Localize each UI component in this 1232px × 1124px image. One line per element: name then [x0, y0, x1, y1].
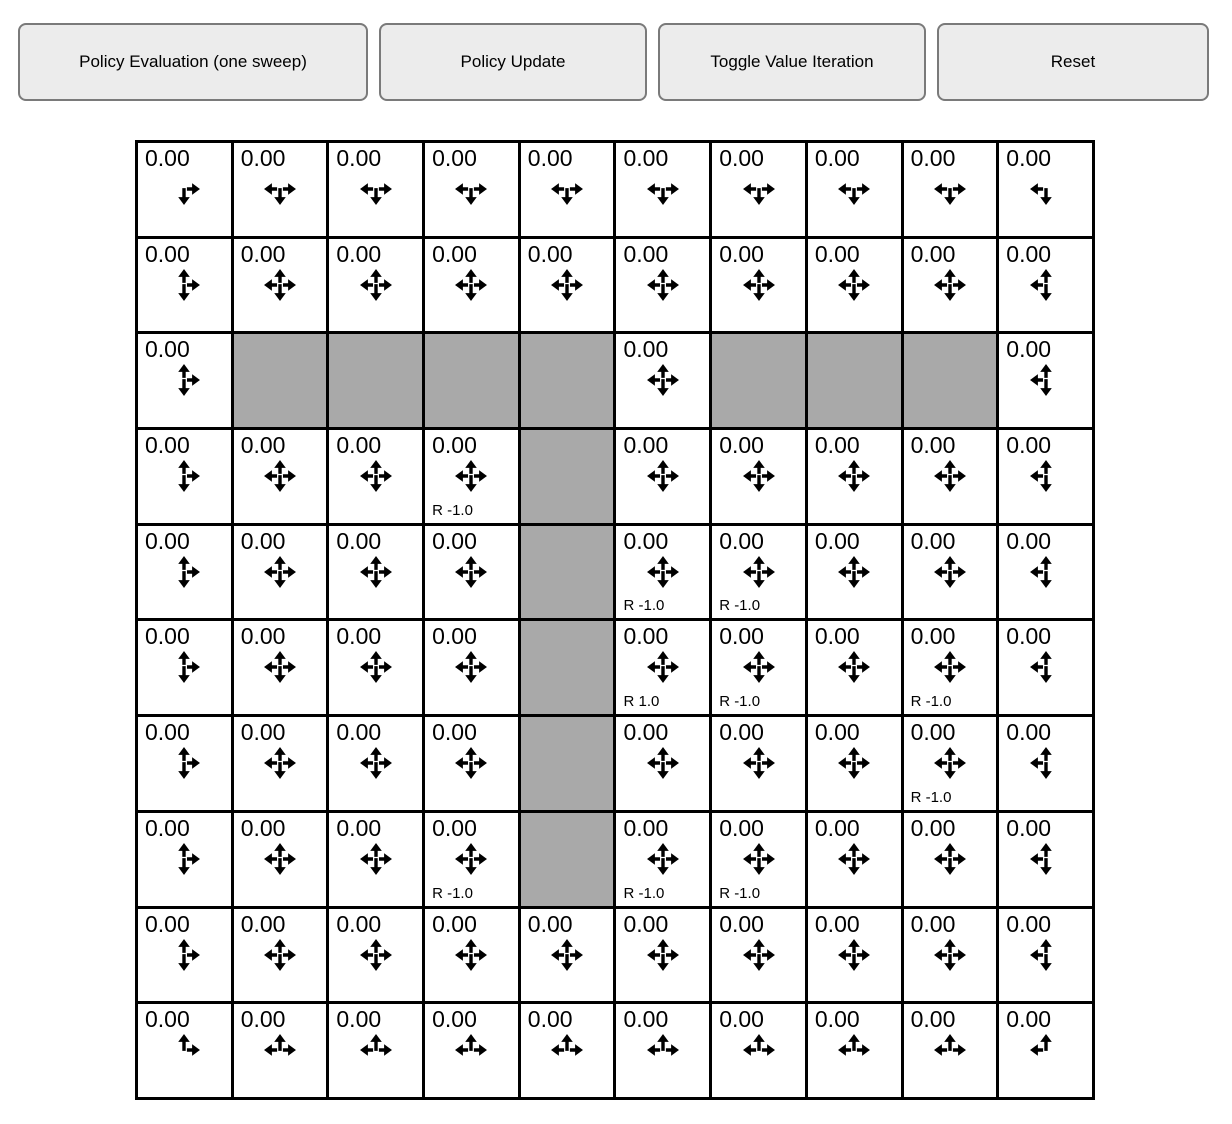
grid-cell[interactable]	[904, 813, 997, 906]
state-value: 0.00	[1006, 240, 1052, 267]
grid-cell[interactable]	[425, 143, 518, 236]
state-value: 0.00	[336, 719, 382, 746]
state-value: 0.00	[814, 910, 860, 937]
policy-arrows-icon	[834, 552, 874, 592]
wall-cell[interactable]	[521, 717, 614, 810]
grid-cell[interactable]	[808, 1004, 901, 1097]
grid-cell[interactable]	[329, 909, 422, 1002]
state-value: 0.00	[719, 145, 764, 171]
state-value: 0.00	[910, 1006, 956, 1033]
reward-label: R -1.0	[623, 597, 665, 615]
state-value: 0.00	[432, 145, 477, 171]
wall-cell[interactable]	[521, 430, 614, 523]
state-value: 0.00	[719, 527, 764, 554]
reward-label: R -1.0	[719, 884, 761, 902]
policy-arrows-icon	[547, 265, 587, 305]
state-value: 0.00	[1006, 336, 1052, 363]
state-value: 0.00	[719, 910, 764, 937]
policy-arrows-icon	[643, 935, 683, 975]
state-value: 0.00	[1006, 910, 1052, 937]
state-value: 0.00	[145, 336, 190, 363]
state-value: 0.00	[623, 145, 669, 171]
state-value: 0.00	[910, 240, 956, 267]
policy-arrows-icon	[930, 935, 970, 975]
policy-arrows-icon	[834, 1030, 874, 1070]
state-value: 0.00	[240, 432, 286, 459]
grid-cell[interactable]	[712, 239, 805, 332]
policy-arrows-icon	[356, 265, 396, 305]
grid-cell[interactable]	[138, 526, 231, 619]
policy-arrows-icon	[834, 647, 874, 687]
grid-cell[interactable]	[616, 526, 709, 619]
grid-cell[interactable]	[808, 143, 901, 236]
state-value: 0.00	[719, 1006, 764, 1033]
grid-cell[interactable]	[329, 621, 422, 714]
grid-cell[interactable]	[234, 430, 327, 523]
grid-cell[interactable]	[138, 909, 231, 1002]
state-value: 0.00	[145, 432, 190, 459]
grid-cell[interactable]	[904, 526, 997, 619]
policy-arrows-icon	[356, 839, 396, 879]
grid-cell[interactable]	[999, 334, 1092, 427]
policy-arrows-icon	[643, 647, 683, 687]
state-value: 0.00	[145, 1006, 190, 1033]
policy-arrows-icon	[1026, 743, 1066, 783]
grid-cell[interactable]	[616, 430, 709, 523]
policy-arrows-icon	[1026, 265, 1066, 305]
state-value: 0.00	[719, 432, 764, 459]
state-value: 0.00	[719, 719, 764, 746]
policy-arrows-icon	[739, 647, 779, 687]
state-value: 0.00	[527, 240, 573, 267]
grid-cell[interactable]	[234, 143, 327, 236]
policy-arrows-icon	[834, 456, 874, 496]
reward-label: R -1.0	[910, 693, 952, 711]
grid-cell[interactable]	[616, 239, 709, 332]
state-value: 0.00	[910, 623, 956, 650]
wall-cell[interactable]	[521, 334, 614, 427]
state-value: 0.00	[910, 719, 956, 746]
state-value: 0.00	[814, 623, 860, 650]
grid-cell[interactable]	[234, 909, 327, 1002]
grid-cell[interactable]	[616, 1004, 709, 1097]
policy-arrows-icon	[260, 552, 300, 592]
grid-cell[interactable]	[425, 430, 518, 523]
policy-arrows-icon	[164, 935, 204, 975]
policy-arrows-icon	[164, 360, 204, 400]
state-value: 0.00	[240, 145, 286, 171]
grid-cell[interactable]	[808, 430, 901, 523]
policy-arrows-icon	[356, 935, 396, 975]
grid-cell[interactable]	[808, 239, 901, 332]
policy-arrows-icon	[451, 647, 491, 687]
state-value: 0.00	[623, 910, 669, 937]
policy-arrows-icon	[451, 456, 491, 496]
state-value: 0.00	[910, 910, 956, 937]
policy-arrows-icon	[834, 743, 874, 783]
grid-cell[interactable]	[138, 717, 231, 810]
state-value: 0.00	[1006, 145, 1052, 171]
state-value: 0.00	[240, 1006, 286, 1033]
state-value: 0.00	[432, 527, 477, 554]
state-value: 0.00	[814, 145, 860, 171]
grid-cell[interactable]	[234, 239, 327, 332]
grid-cell[interactable]	[999, 909, 1092, 1002]
policy-arrows-icon	[739, 935, 779, 975]
wall-cell[interactable]	[521, 621, 614, 714]
policy-arrows-icon	[356, 552, 396, 592]
state-value: 0.00	[432, 240, 477, 267]
reward-label: R -1.0	[623, 884, 665, 902]
wall-cell[interactable]	[425, 334, 518, 427]
state-value: 0.00	[814, 240, 860, 267]
state-value: 0.00	[432, 1006, 477, 1033]
policy-arrows-icon	[643, 1030, 683, 1070]
state-value: 0.00	[240, 719, 286, 746]
policy-arrows-icon	[164, 1030, 204, 1070]
state-value: 0.00	[719, 814, 764, 841]
state-value: 0.00	[623, 240, 669, 267]
policy-arrows-icon	[834, 935, 874, 975]
policy-arrows-icon	[1026, 647, 1066, 687]
policy-arrows-icon	[260, 935, 300, 975]
state-value: 0.00	[336, 145, 382, 171]
grid-cell[interactable]	[138, 334, 231, 427]
policy-arrows-icon	[930, 265, 970, 305]
state-value: 0.00	[145, 910, 190, 937]
grid-cell[interactable]	[138, 1004, 231, 1097]
policy-arrows-icon	[930, 552, 970, 592]
policy-arrows-icon	[1026, 935, 1066, 975]
state-value: 0.00	[432, 719, 477, 746]
grid-cell[interactable]	[425, 909, 518, 1002]
policy-arrows-icon	[930, 169, 970, 209]
reset-button[interactable]: Reset	[937, 23, 1209, 101]
wall-cell[interactable]	[712, 334, 805, 427]
wall-cell[interactable]	[521, 526, 614, 619]
policy-arrows-icon	[739, 1030, 779, 1070]
policy-arrows-icon	[451, 1030, 491, 1070]
grid-cell[interactable]	[904, 621, 997, 714]
grid-cell[interactable]	[138, 621, 231, 714]
grid-cell[interactable]	[999, 430, 1092, 523]
policy-arrows-icon	[164, 169, 204, 209]
state-value: 0.00	[814, 432, 860, 459]
reward-label: R -1.0	[719, 693, 761, 711]
grid-cell[interactable]	[138, 239, 231, 332]
policy-arrows-icon	[260, 456, 300, 496]
grid-cell[interactable]	[808, 526, 901, 619]
grid-cell[interactable]	[329, 143, 422, 236]
state-value: 0.00	[623, 719, 669, 746]
state-value: 0.00	[910, 432, 956, 459]
state-value: 0.00	[432, 623, 477, 650]
policy-arrows-icon	[739, 169, 779, 209]
policy-arrows-icon	[739, 839, 779, 879]
state-value: 0.00	[145, 527, 190, 554]
grid-cell[interactable]	[904, 239, 997, 332]
grid-cell[interactable]	[425, 717, 518, 810]
policy-arrows-icon	[451, 839, 491, 879]
policy-arrows-icon	[930, 456, 970, 496]
grid-cell[interactable]	[616, 717, 709, 810]
state-value: 0.00	[623, 1006, 669, 1033]
grid-cell[interactable]	[999, 239, 1092, 332]
grid-cell[interactable]	[808, 813, 901, 906]
policy-arrows-icon	[930, 647, 970, 687]
grid-cell[interactable]	[616, 813, 709, 906]
grid-cell[interactable]	[808, 909, 901, 1002]
policy-arrows-icon	[547, 1030, 587, 1070]
policy-arrows-icon	[547, 169, 587, 209]
state-value: 0.00	[432, 432, 477, 459]
state-value: 0.00	[527, 910, 573, 937]
policy-arrows-icon	[930, 1030, 970, 1070]
grid-cell[interactable]	[329, 239, 422, 332]
policy-arrows-icon	[1026, 169, 1066, 209]
policy-arrows-icon	[1026, 552, 1066, 592]
grid-cell[interactable]	[234, 717, 327, 810]
grid-cell[interactable]	[712, 143, 805, 236]
grid-cell[interactable]	[999, 717, 1092, 810]
policy-arrows-icon	[930, 839, 970, 879]
state-value: 0.00	[432, 814, 477, 841]
policy-arrows-icon	[164, 265, 204, 305]
grid-cell[interactable]	[712, 1004, 805, 1097]
grid-cell[interactable]	[425, 526, 518, 619]
policy-arrows-icon	[834, 839, 874, 879]
policy-arrows-icon	[164, 647, 204, 687]
state-value: 0.00	[336, 910, 382, 937]
policy-arrows-icon	[643, 743, 683, 783]
grid-cell[interactable]	[138, 813, 231, 906]
grid-cell[interactable]	[138, 143, 231, 236]
reward-label: R 1.0	[623, 693, 660, 711]
grid-cell[interactable]	[425, 621, 518, 714]
grid-cell[interactable]	[999, 621, 1092, 714]
gridworld-board	[135, 140, 1095, 1100]
state-value: 0.00	[814, 814, 860, 841]
grid-cell[interactable]	[904, 909, 997, 1002]
state-value: 0.00	[432, 910, 477, 937]
state-value: 0.00	[240, 814, 286, 841]
grid-cell[interactable]	[808, 717, 901, 810]
policy-arrows-icon	[356, 1030, 396, 1070]
grid-cell[interactable]	[234, 621, 327, 714]
state-value: 0.00	[1006, 432, 1052, 459]
policy-arrows-icon	[643, 552, 683, 592]
reward-label: R -1.0	[910, 788, 952, 806]
state-value: 0.00	[910, 527, 956, 554]
state-value: 0.00	[145, 240, 190, 267]
policy-arrows-icon	[643, 839, 683, 879]
policy-arrows-icon	[164, 552, 204, 592]
grid-cell[interactable]	[904, 143, 997, 236]
state-value: 0.00	[1006, 1006, 1052, 1033]
grid-cell[interactable]	[616, 143, 709, 236]
policy-arrows-icon	[834, 265, 874, 305]
grid-cell[interactable]	[234, 813, 327, 906]
policy-arrows-icon	[260, 169, 300, 209]
policy-arrows-icon	[356, 647, 396, 687]
policy-arrows-icon	[739, 743, 779, 783]
policy-arrows-icon	[1026, 1030, 1066, 1070]
state-value: 0.00	[719, 240, 764, 267]
state-value: 0.00	[145, 623, 190, 650]
state-value: 0.00	[1006, 527, 1052, 554]
state-value: 0.00	[623, 527, 669, 554]
grid-cell[interactable]	[808, 621, 901, 714]
grid-cell[interactable]	[712, 430, 805, 523]
reward-label: R -1.0	[719, 597, 761, 615]
grid-cell[interactable]	[712, 909, 805, 1002]
grid-cell[interactable]	[712, 621, 805, 714]
grid-cell[interactable]	[329, 1004, 422, 1097]
policy-arrows-icon	[356, 456, 396, 496]
state-value: 0.00	[910, 814, 956, 841]
policy-arrows-icon	[643, 360, 683, 400]
wall-cell[interactable]	[329, 334, 422, 427]
wall-cell[interactable]	[904, 334, 997, 427]
policy-arrows-icon	[260, 265, 300, 305]
state-value: 0.00	[623, 814, 669, 841]
grid-cell[interactable]	[234, 1004, 327, 1097]
grid-cell[interactable]	[521, 239, 614, 332]
state-value: 0.00	[1006, 623, 1052, 650]
grid-cell[interactable]	[616, 334, 709, 427]
grid-cell[interactable]	[712, 526, 805, 619]
state-value: 0.00	[145, 814, 190, 841]
policy-arrows-icon	[739, 265, 779, 305]
state-value: 0.00	[623, 336, 669, 363]
policy-arrows-icon	[451, 935, 491, 975]
grid-cell[interactable]	[616, 621, 709, 714]
policy-arrows-icon	[643, 169, 683, 209]
grid-cell[interactable]	[999, 143, 1092, 236]
state-value: 0.00	[145, 145, 190, 171]
state-value: 0.00	[145, 719, 190, 746]
toolbar	[18, 23, 1209, 101]
policy-arrows-icon	[643, 456, 683, 496]
state-value: 0.00	[336, 432, 382, 459]
grid-cell[interactable]	[425, 813, 518, 906]
policy-arrows-icon	[164, 456, 204, 496]
state-value: 0.00	[623, 432, 669, 459]
grid-cell[interactable]	[425, 1004, 518, 1097]
grid-cell[interactable]	[712, 717, 805, 810]
policy-arrows-icon	[1026, 360, 1066, 400]
grid-cell[interactable]	[999, 526, 1092, 619]
policy-arrows-icon	[260, 647, 300, 687]
grid-cell[interactable]	[521, 909, 614, 1002]
state-value: 0.00	[240, 910, 286, 937]
grid-cell[interactable]	[329, 813, 422, 906]
wall-cell[interactable]	[234, 334, 327, 427]
grid-cell[interactable]	[329, 526, 422, 619]
state-value: 0.00	[814, 1006, 860, 1033]
policy-arrows-icon	[260, 839, 300, 879]
grid-cell[interactable]	[999, 813, 1092, 906]
policy-arrows-icon	[451, 265, 491, 305]
toggle-value-iteration-button[interactable]: Toggle Value Iteration	[658, 23, 926, 101]
state-value: 0.00	[336, 1006, 382, 1033]
grid-cell[interactable]	[521, 143, 614, 236]
policy-arrows-icon	[260, 1030, 300, 1070]
grid-cell[interactable]	[999, 1004, 1092, 1097]
grid-cell[interactable]	[234, 526, 327, 619]
policy-arrows-icon	[451, 743, 491, 783]
policy-arrows-icon	[260, 743, 300, 783]
state-value: 0.00	[719, 623, 764, 650]
policy-arrows-icon	[834, 169, 874, 209]
grid-cell[interactable]	[904, 1004, 997, 1097]
policy-evaluation-button[interactable]: Policy Evaluation (one sweep)	[18, 23, 368, 101]
state-value: 0.00	[527, 1006, 573, 1033]
state-value: 0.00	[336, 623, 382, 650]
wall-cell[interactable]	[808, 334, 901, 427]
grid-cell[interactable]	[904, 430, 997, 523]
grid-cell[interactable]	[138, 430, 231, 523]
policy-arrows-icon	[164, 839, 204, 879]
state-value: 0.00	[336, 240, 382, 267]
grid-cell[interactable]	[616, 909, 709, 1002]
state-value: 0.00	[336, 814, 382, 841]
state-value: 0.00	[240, 240, 286, 267]
policy-update-button[interactable]: Policy Update	[379, 23, 647, 101]
policy-arrows-icon	[739, 456, 779, 496]
policy-arrows-icon	[164, 743, 204, 783]
state-value: 0.00	[336, 527, 382, 554]
state-value: 0.00	[1006, 814, 1052, 841]
policy-arrows-icon	[356, 169, 396, 209]
grid-cell[interactable]	[712, 813, 805, 906]
state-value: 0.00	[1006, 719, 1052, 746]
state-value: 0.00	[814, 719, 860, 746]
state-value: 0.00	[814, 527, 860, 554]
state-value: 0.00	[910, 145, 956, 171]
policy-arrows-icon	[1026, 839, 1066, 879]
policy-arrows-icon	[930, 743, 970, 783]
grid-cell[interactable]	[521, 1004, 614, 1097]
state-value: 0.00	[240, 527, 286, 554]
state-value: 0.00	[527, 145, 573, 171]
policy-arrows-icon	[1026, 456, 1066, 496]
policy-arrows-icon	[451, 552, 491, 592]
policy-arrows-icon	[739, 552, 779, 592]
grid-cell[interactable]	[329, 430, 422, 523]
policy-arrows-icon	[643, 265, 683, 305]
policy-arrows-icon	[356, 743, 396, 783]
reward-label: R -1.0	[432, 884, 473, 902]
wall-cell[interactable]	[521, 813, 614, 906]
policy-arrows-icon	[547, 935, 587, 975]
state-value: 0.00	[623, 623, 669, 650]
grid-cell[interactable]	[329, 717, 422, 810]
state-value: 0.00	[240, 623, 286, 650]
grid-cell[interactable]	[425, 239, 518, 332]
reward-label: R -1.0	[432, 501, 473, 519]
policy-arrows-icon	[451, 169, 491, 209]
grid-cell[interactable]	[904, 717, 997, 810]
